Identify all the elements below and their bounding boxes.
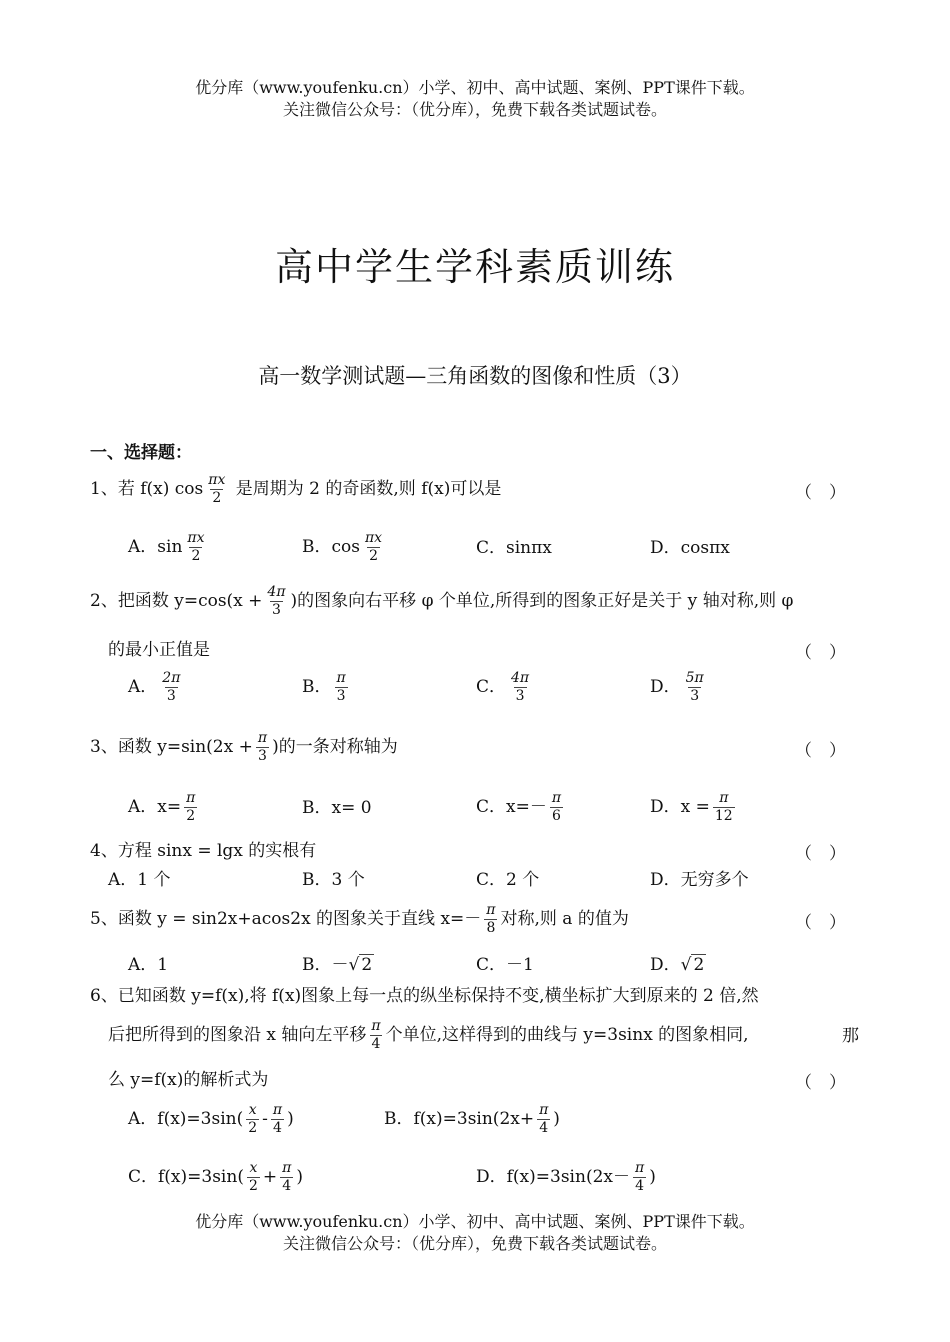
q5-option-b: B．－√ 2	[302, 955, 373, 975]
q2-option-a: A． $\frac{2\pi}{3}$	[128, 670, 181, 704]
q2-option-c: C． $\frac{4\pi}{3}$	[476, 670, 530, 704]
question-6-line-2: 后把所得到的图象沿 x 轴向左平移 $\frac{\pi}{4}$ 个单位,这样得到的曲线与 y=3sinx 的图象相同,	[108, 1018, 749, 1052]
q3-option-b: B．x= 0	[302, 798, 372, 818]
q4-option-b: B．3 个	[302, 870, 365, 890]
answer-paren: （ ）	[795, 1073, 846, 1093]
q1-option-a: A．sin $\frac{\pi x}{2}$	[128, 530, 205, 564]
q5-option-a: A．1	[128, 955, 169, 975]
q3-option-a: A．x= $\frac{\pi}{2}$	[128, 790, 196, 824]
question-5: 5、函数 y = sin2x+acos2x 的图象关于直线 x=－ $\frac{\pi}{8}$ 对称,则 a 的值为	[90, 902, 629, 936]
q6-option-b: B．f(x)=3sin(2x+ $\frac{\pi}{4}$ )	[384, 1102, 560, 1136]
answer-paren: （ ）	[795, 844, 846, 864]
q1-option-c: C．sinπx	[476, 538, 552, 558]
question-2: 2、把函数 y=cos(x + $\frac{4\pi}{3}$ )的图象向右平移 φ 个单位,所得到的图象正好是关于 y 轴对称,则 φ	[90, 584, 794, 618]
fraction: $\frac{\pi x}{2}$	[208, 472, 226, 506]
question-4: 4、方程 sinx = lgx 的实根有	[90, 841, 317, 861]
q3-option-c: C．x=－ $\frac{\pi}{6}$	[476, 790, 562, 824]
section-heading: 一、选择题：	[90, 443, 192, 463]
q4-option-c: C．2 个	[476, 870, 540, 890]
q6-option-a: A．f(x)=3sin( $\frac{x}{2}$ - $\frac{\pi}{4}$ )	[128, 1102, 294, 1136]
page-title: 高中学生学科素质训练	[274, 245, 675, 289]
question-6: 6、已知函数 y=f(x),将 f(x)图象上每一点的纵坐标保持不变,横坐标扩大到原来的 2 倍,然	[90, 986, 759, 1006]
q2-option-b: B． $\frac{\pi}{3}$	[302, 670, 346, 704]
q3-option-d: D．x = $\frac{\pi}{12}$	[650, 790, 733, 824]
answer-paren: （ ）	[795, 741, 846, 761]
header-line-1: 优分库（www.youfenku.cn）小学、初中、高中试题、案例、PPT课件下载。	[195, 78, 755, 97]
q4-option-a: A．1 个	[108, 870, 171, 890]
q5-option-d: D．√ 2	[650, 955, 705, 975]
question-1: 1、若 f(x) cos $\frac{\pi x}{2}$ 是周期为 2 的奇函数,则 f(x)可以是	[90, 472, 502, 506]
answer-paren: （ ）	[795, 483, 846, 503]
q1-option-d: D．cosπx	[650, 538, 730, 558]
answer-paren: （ ）	[795, 913, 846, 933]
question-2-line-2: 的最小正值是	[108, 640, 210, 660]
footer-line-2: 关注微信公众号：（优分库），免费下载各类试题试卷。	[282, 1234, 667, 1253]
footer-line-1: 优分库（www.youfenku.cn）小学、初中、高中试题、案例、PPT课件下载。	[195, 1212, 755, 1231]
page-subtitle: 高一数学测试题—三角函数的图像和性质（3）	[258, 364, 692, 388]
answer-paren: （ ）	[795, 643, 846, 663]
question-6-line-3: 么 y=f(x)的解析式为	[108, 1070, 269, 1090]
q6-option-c: C．f(x)=3sin( $\frac{x}{2}$ + $\frac{\pi}{4}$ )	[128, 1160, 303, 1194]
question-6-line-2-end: 那	[842, 1026, 859, 1046]
q1-option-b: B．cos $\frac{\pi x}{2}$	[302, 530, 383, 564]
q5-option-c: C．－1	[476, 955, 534, 975]
question-3: 3、函数 y=sin(2x + $\frac{\pi}{3}$ )的一条对称轴为	[90, 730, 398, 764]
q6-option-d: D．f(x)=3sin(2x－ $\frac{\pi}{4}$ )	[476, 1160, 656, 1194]
header-line-2: 关注微信公众号：（优分库），免费下载各类试题试卷。	[282, 100, 667, 119]
q4-option-d: D．无穷多个	[650, 870, 749, 890]
q2-option-d: D． $\frac{5\pi}{3}$	[650, 670, 704, 704]
